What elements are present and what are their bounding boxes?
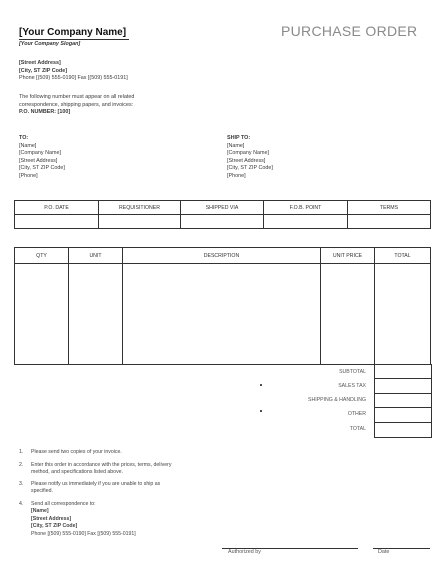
description-cell[interactable] [123,264,321,365]
document-title: PURCHASE ORDER [281,23,418,39]
notice-line-2: correspondence, shipping papers, and invoices: [19,101,134,108]
to-name: [Name] [19,142,37,149]
company-address [19,60,128,83]
note-text [31,501,136,538]
ship-to-block [227,135,273,181]
shipped-via-cell[interactable] [181,215,264,229]
requisitioner-header: REQUISITIONER [99,201,181,215]
note-number: 3. [19,481,24,487]
unit-price-cell[interactable] [321,264,375,365]
decorative-dot [260,410,262,412]
note-line: Please notify us immediately if you are unable to ship as [31,481,161,487]
unit-price-header: UNIT PRICE [321,248,375,264]
note-line: specified. [31,488,53,495]
note-line: Send all correspondence to: [31,501,96,507]
terms-header: TERMS [348,201,431,215]
note-line: Please send two copies of your invoice. [31,449,122,455]
notice-line-1: The following number must appear on all related [19,94,135,100]
note-number: 1. [19,449,24,455]
authorized-by-label: Authorized by [228,549,261,555]
note-line: method, and specifications listed above. [31,469,123,476]
note-number: 2. [19,462,24,468]
terms-cell[interactable] [348,215,431,229]
shipping-handling-label: SHIPPING & HANDLING [308,397,366,403]
correspondence-phone-fax: Phone [(509) 555-0190] Fax [(509) 555-0191] [31,530,136,537]
shipped-via-header: SHIPPED VIA [181,201,264,215]
po-info-header-row [15,201,431,215]
items-body-row [15,264,431,365]
ship-to-street: [Street Address] [227,157,266,164]
ship-to-label: SHIP TO: [227,135,251,141]
correspondence-name: [Name] [31,508,49,515]
company-street: [Street Address] [19,60,61,66]
note-line: Enter this order in accordance with the prices, terms, delivery [31,462,172,468]
unit-header: UNIT [69,248,123,264]
po-info-value-row [15,215,431,229]
totals-divider [375,407,431,408]
po-date-cell[interactable] [15,215,99,229]
unit-cell[interactable] [69,264,123,365]
sales-tax-label: SALES TAX [338,383,366,389]
totals-box [374,364,432,438]
company-name: [Your Company Name] [19,27,127,38]
company-phone-fax: Phone [(509) 555-0190] Fax [(509) 555-0191] [19,75,128,82]
total-cell[interactable] [375,264,431,365]
date-label: Date [378,549,390,555]
to-block [19,135,65,181]
po-notice [19,94,134,117]
total-label: TOTAL [349,426,366,432]
note-number: 4. [19,501,24,507]
to-label: TO: [19,135,29,141]
correspondence-street: [Street Address] [31,515,72,522]
correspondence-city: [City, ST ZIP Code] [31,523,78,530]
company-city: [City, ST ZIP Code] [19,67,68,74]
qty-cell[interactable] [15,264,69,365]
to-city: [City, ST ZIP Code] [19,165,65,172]
totals-divider [375,378,431,379]
to-street: [Street Address] [19,157,58,164]
po-info-table [14,200,431,229]
to-phone: [Phone] [19,172,38,179]
ship-to-name: [Name] [227,142,245,149]
ship-to-company: [Company Name] [227,150,269,157]
note-text [31,481,160,496]
total-header: TOTAL [375,248,431,264]
qty-header: QTY [15,248,69,264]
po-date-header: P.O. DATE [15,201,99,215]
fob-point-header: F.O.B. POINT [264,201,348,215]
fob-point-cell[interactable] [264,215,348,229]
ship-to-city: [City, ST ZIP Code] [227,165,273,172]
company-slogan: [Your Company Slogan] [19,41,81,47]
to-company: [Company Name] [19,150,61,157]
ship-to-phone: [Phone] [227,172,246,179]
note-text [31,449,122,456]
company-name-underline [19,39,129,40]
po-number: P.O. NUMBER: [100] [19,109,71,116]
note-text [31,462,171,477]
requisitioner-cell[interactable] [99,215,181,229]
items-header-row [15,248,431,264]
decorative-dot [260,384,262,386]
other-label: OTHER [347,411,366,417]
totals-divider [375,422,431,423]
subtotal-label: SUBTOTAL [339,369,366,375]
description-header: DESCRIPTION [123,248,321,264]
items-table [14,247,431,365]
totals-divider [375,393,431,394]
